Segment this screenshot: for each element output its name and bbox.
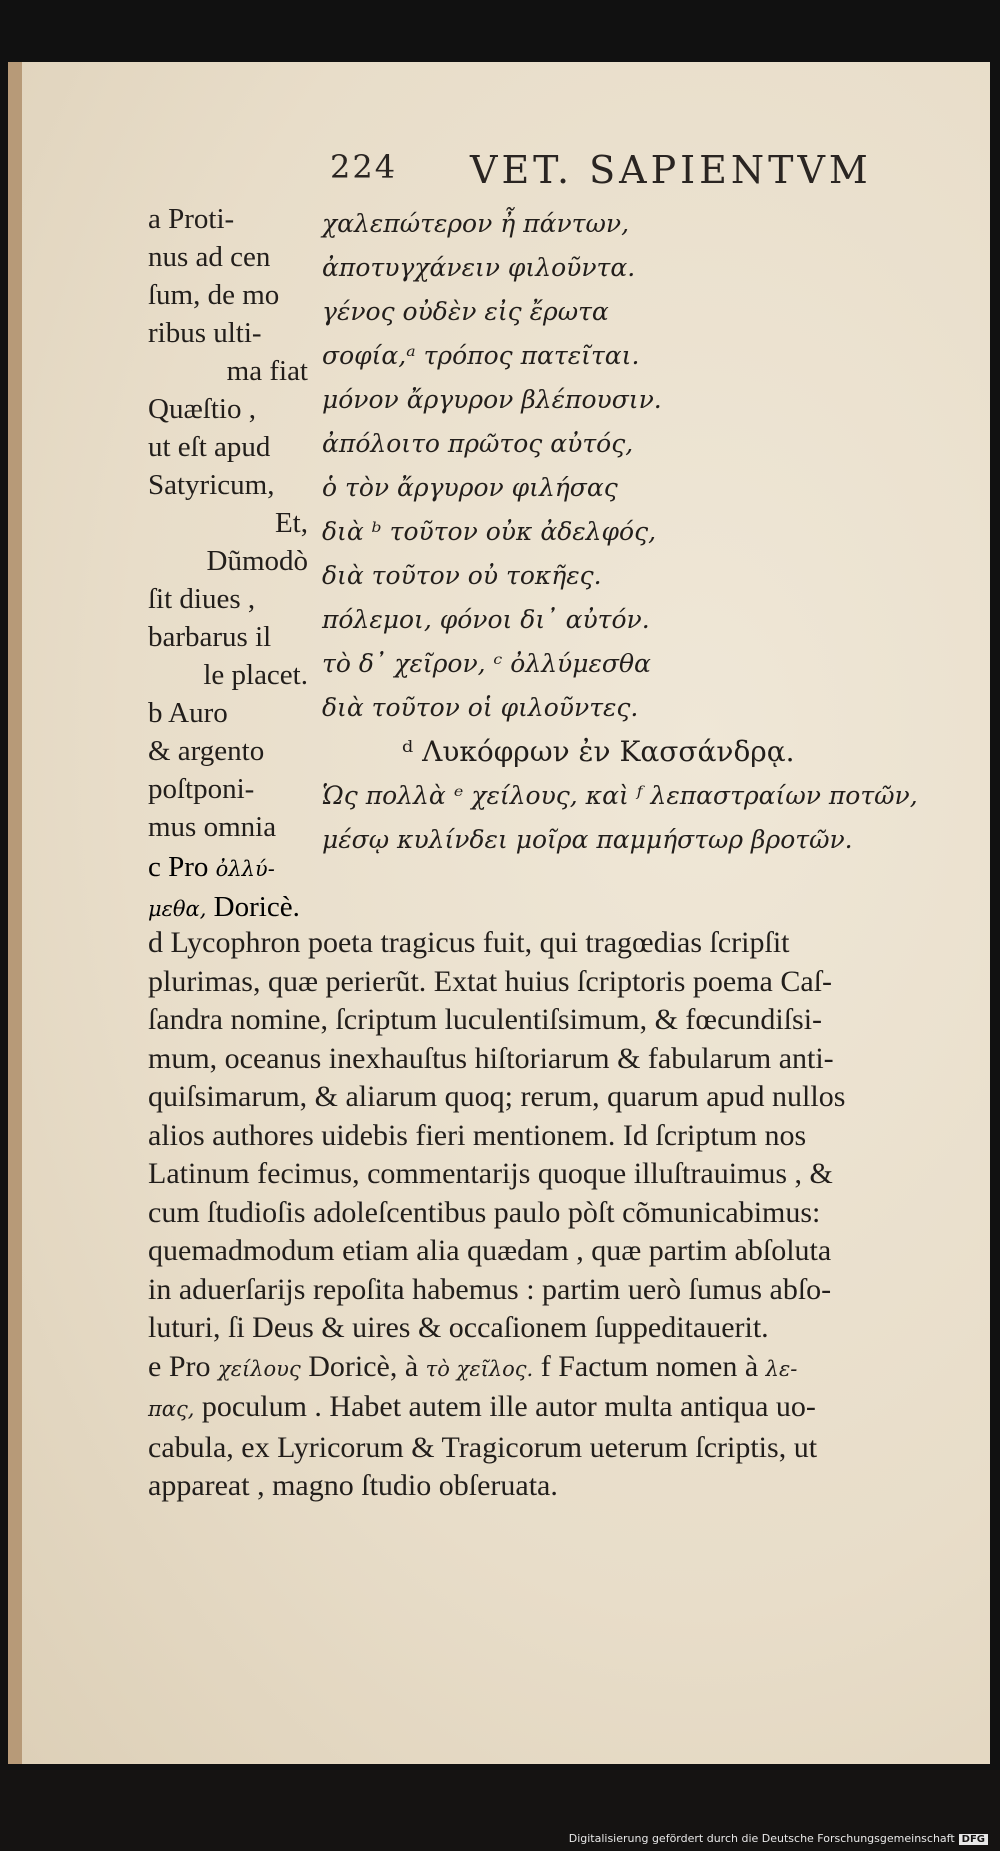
greek-line: γένος οὐδὲν εἰς ἔρωτα <box>322 297 609 326</box>
greek-line: μόνον ἄργυρον βλέπουσιν. <box>322 385 662 414</box>
footnote-c-greek-cont: μεθα, <box>148 897 207 921</box>
margin-line: ma fiat <box>226 355 308 387</box>
footnote-e-greek: χείλους <box>218 1356 301 1381</box>
margin-line: ut eſt apud <box>148 431 271 463</box>
greek-line: σοφία,ᵃ τρόπος πατεῖται. <box>322 341 640 370</box>
greek-line: διὰ τοῦτον οἱ φιλοῦντες. <box>322 693 639 722</box>
digitization-credit <box>569 1832 988 1845</box>
credit-text: Digitalisierung gefördert durch die Deutsche Forschungsgemeinschaft <box>568 1832 955 1845</box>
text-line: mum, oceanus inexhauſtus hiſtoriarum & fabularum anti- <box>148 1041 834 1075</box>
scan-footer <box>0 1770 1000 1851</box>
footnote-f-line <box>148 1388 958 1429</box>
margin-line: b Auro <box>148 697 228 729</box>
margin-line: Dũmodò <box>206 545 308 577</box>
margin-line: Quæſtio , <box>148 393 256 425</box>
greek-line: διὰ τοῦτον οὐ τοκῆες. <box>322 561 602 590</box>
footnote-c-greek: ὀλλύ- <box>215 857 275 881</box>
text-line: in aduerſarijs repoſita habemus : partim uerò ſumus abſo- <box>148 1272 832 1306</box>
running-head: VET. SAPIENTVM <box>470 148 872 192</box>
greek-line: ἀπόλοιτο πρῶτος αὐτός, <box>322 429 634 458</box>
margin-line: Et, <box>274 507 308 539</box>
page-header <box>330 148 890 196</box>
footnote-e-line <box>148 1348 958 1389</box>
greek-poem <box>322 202 962 862</box>
text-line: d Lycophron poeta tragicus fuit, qui tragœdias ſcripſit <box>148 926 790 959</box>
greek-verse-line: μέσῳ κυλίνδει μοῖρα παμμήστωρ βροτῶν. <box>322 825 853 854</box>
greek-line: διὰ ᵇ τοῦτον οὐκ ἀδελφός, <box>322 517 657 546</box>
margin-line: mus omnia <box>148 811 277 843</box>
text-line: Latinum fecimus, commentarijs quoque illuſtrauimus , & <box>148 1157 833 1190</box>
footnote-e-text: e Pro <box>148 1349 218 1383</box>
footnote-f-greek: πας, <box>148 1397 195 1421</box>
text-line: cabula, ex Lyricorum & Tragicorum ueterum ſcriptis, ut <box>148 1430 818 1464</box>
greek-line: ὁ τὸν ἄργυρον φιλήσας <box>322 473 618 502</box>
greek-line: τὸ δ᾽ χεῖρον, ᶜ ὀλλύμεσθα <box>322 649 651 678</box>
dfg-logo: DFG <box>959 1834 988 1845</box>
margin-line: a Proti- <box>148 203 235 235</box>
margin-line: ribus ulti- <box>148 317 262 349</box>
text-line: quiſsimarum, & aliarum quoq; rerum, quarum apud nullos <box>148 1080 846 1113</box>
greek-line: ἀποτυγχάνειν φιλοῦντα. <box>322 253 636 282</box>
text-line: cum ſtudioſis adoleſcentibus paulo pòſt cõmunicabimus: <box>148 1195 821 1229</box>
footnote-c <box>148 848 388 928</box>
text-line: ſandra nomine, ſcriptum luculentiſsimum, & fœcundiſsi- <box>148 1003 823 1036</box>
text-line: alios authores uidebis fieri mentionem. Id ſcriptum nos <box>148 1118 807 1152</box>
margin-line: ſit diues , <box>148 583 256 615</box>
footnote-f-greek: λε- <box>765 1356 798 1381</box>
margin-line: barbarus il <box>148 621 272 653</box>
margin-line: le placet. <box>203 659 308 691</box>
text-line: luturi, ſi Deus & uires & occaſionem ſuppeditauerit. <box>148 1311 769 1344</box>
margin-notes <box>148 200 308 846</box>
footnote-f-text: f Factum nomen à <box>533 1349 766 1383</box>
greek-verse-line: Ὡς πολλὰ ᵉ χείλους, καὶ ᶠ λεπαστραίων ποτῶν, <box>322 781 918 810</box>
footnote-c-text: Doricè. <box>206 891 300 923</box>
margin-line: poſtponi- <box>148 773 255 805</box>
footnote-e-text: Doricè, à <box>300 1349 426 1383</box>
commentary-text <box>148 924 958 1506</box>
footnote-e-greek: τὸ χεῖλος. <box>425 1356 534 1381</box>
greek-section-title: ᵈ Λυκόφρων ἐν Κασσάνδρᾳ. <box>402 735 795 768</box>
greek-line: πόλεμοι, φόνοι δι᾽ αὐτόν. <box>322 605 650 634</box>
footnote-f-text: poculum . Habet autem ille autor multa antiqua uo- <box>194 1390 816 1423</box>
margin-line: ſum, de mo <box>148 279 280 311</box>
text-line: quemadmodum etiam alia quædam , quæ partim abſoluta <box>148 1234 832 1267</box>
margin-line: nus ad cen <box>148 241 271 273</box>
footnote-c-label: c Pro <box>148 851 209 883</box>
margin-line: & argento <box>148 735 265 767</box>
page-number: 224 <box>330 148 398 186</box>
greek-line: χαλεπώτερον ἦ πάντων, <box>322 209 630 238</box>
text-line: appareat , magno ſtudio obſeruata. <box>148 1469 558 1502</box>
text-line: plurimas, quæ perierũt. Extat huius ſcriptoris poema Caſ- <box>148 964 833 998</box>
margin-line: Satyricum, <box>148 469 275 501</box>
